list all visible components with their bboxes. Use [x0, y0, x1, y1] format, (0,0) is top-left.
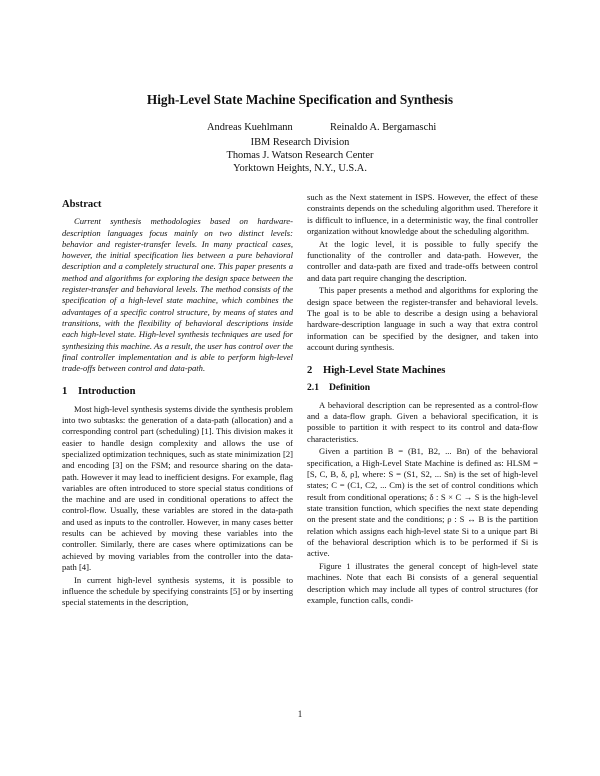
- paragraph: A behavioral description can be represented as a control-flow and a data-flow graph. Given a behavioral specification, it is possible to partition it with respect to its control and data-flow characteristics.: [307, 399, 538, 444]
- paper-title: High-Level State Machine Specification and Synthesis: [146, 92, 454, 107]
- abstract-body: [62, 216, 293, 374]
- left-column: [62, 199, 293, 609]
- author-name: Reinaldo A. Bergamaschi: [330, 122, 437, 133]
- paragraph: such as the Next statement in ISPS. However, the effect of these constraints depends on the scheduling algorithm used. Therefore it is difficult to influence, in a deterministic way, the final controller organization without knowledge about the scheduling algorithm.: [307, 192, 538, 236]
- section-title: Introduction: [78, 386, 136, 398]
- affiliation-line: IBM Research Division: [250, 137, 350, 148]
- section-heading-hlsm: [307, 365, 538, 376]
- author-name: Andreas Kuehlmann: [207, 122, 293, 133]
- paragraph: This paper presents a method and algorithms for exploring the design space between the register-transfer and behavioral levels. The goal is to be able to describe a design using a behavioral hardware-description language in such a way that extra control information can be specified by the designer, and taken into account during synthesis.: [307, 285, 538, 352]
- paragraph: Given a partition B = (B1, B2, ... Bn) of the behavioral specification, a High-Level State Machine is defined as: HLSM = [S, C, B, δ, ρ], where: S = (S1, S2, ... Sn) is the set of high-level states; C = (C1, C2, ... Cm) is the set of control conditions which result from conditional operations; δ : S × C → S is the high-level state transition function, which specifies the next state depending on the present state and the conditions; ρ : S ↔ B is the partition relation which assigns each high-level state Si to a unique part Bi of the behavioral description which is to be performed if Si is active.: [307, 446, 538, 559]
- section-number: 1: [62, 386, 68, 398]
- page-number: 1: [297, 709, 303, 719]
- affiliation-line: Thomas J. Watson Research Center: [226, 150, 374, 161]
- paragraph: Figure 1 illustrates the general concept of high-level state machines. Note that each Bi consists of a general sequential description which may include all types of control structures (for example, function calls, condi-: [307, 560, 538, 605]
- section-title: High-Level State Machines: [323, 365, 446, 377]
- subsection-title: Definition: [329, 382, 371, 394]
- right-column: [307, 192, 538, 606]
- subsection-heading-definition: [307, 382, 538, 393]
- paragraph: In current high-level synthesis systems, it is possible to influence the schedule by specifying constraints [5] or by inserting special statements in the description,: [62, 574, 293, 608]
- section-heading-introduction: [62, 386, 293, 397]
- section-number: 2: [307, 365, 313, 377]
- subsection-number: 2.1: [307, 382, 319, 394]
- abstract-text: Current synthesis methodologies based on hardware-description languages focus mainly on two distinct levels: behavior and register-transfer levels. In many practical cases, however, the initial specification lies between a pure behavioral description and a completely structural one. This paper presents a method and algorithms for exploring the design space between the register-transfer and behavioral levels. The method consists of the specification of a high-level state machine, which combines the advantages of a specific control structure, by means of states and transitions, with the flexibility of behavioral descriptions inside each high-level state. High-level synthesis techniques are used for synthesizing this machine. As a result, the user has control over the final controller implementation and is able to perform high-level trade-offs between control and data-path.: [62, 216, 293, 374]
- paragraph: At the logic level, it is possible to fully specify the functionality of the controller and data-path. However, the controller and data-path are fixed and trade-offs between control and data part require changing the description.: [307, 238, 538, 283]
- paragraph: Most high-level synthesis systems divide the synthesis problem into two subtasks: the generation of a data-path (allocation) and a corresponding control part (scheduling) [1]. This division makes it easier to handle design complexity and allows the use of specialized optimization techniques, such as state minimization [2] and encoding [3] on the FSM; and resource sharing on the data-path. However it may lead to inefficient designs. For example, flag variables are often introduced to store special status conditions of the machine and are used in conditional operations to affect the control-flow. Usually, these variables are stored in the data-path and used as inputs to the controller. However, in many cases better results can be achieved by moving these variables into the controller. Similarly, there are cases where optimizations can be achieved by moving variables from the controller into the data-path [4].: [62, 403, 293, 572]
- affiliation-line: Yorktown Heights, N.Y., U.S.A.: [233, 163, 367, 174]
- abstract-heading: Abstract: [62, 199, 102, 210]
